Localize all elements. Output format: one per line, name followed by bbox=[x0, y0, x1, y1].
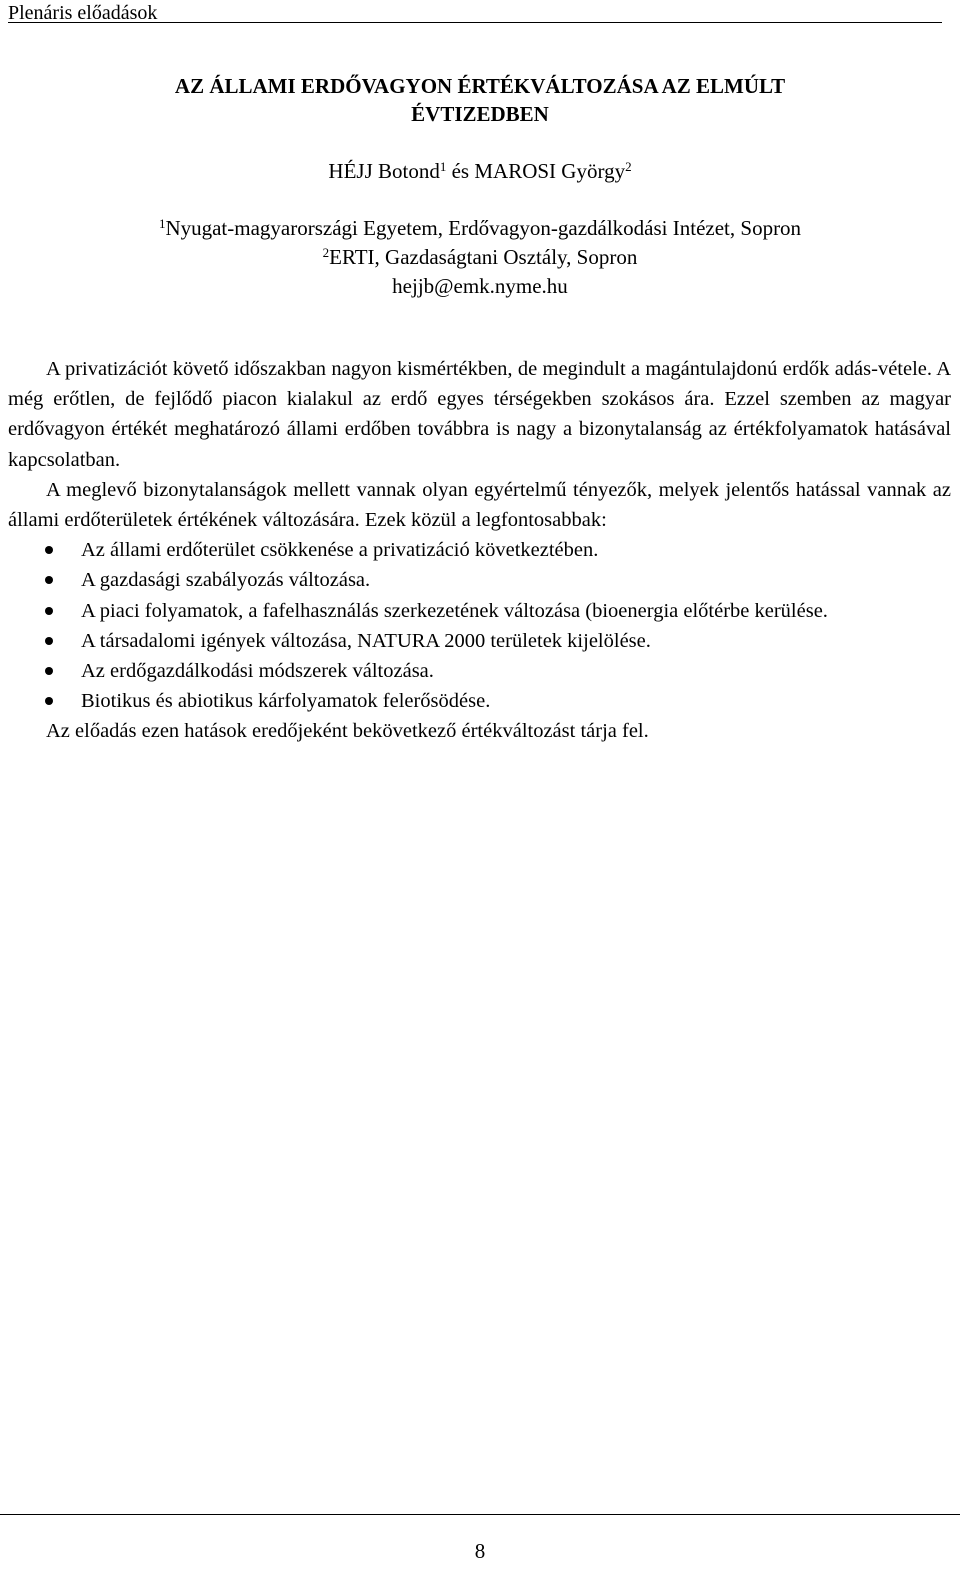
list-item-text: Biotikus és abiotikus kárfolyamatok felerősödése. bbox=[81, 690, 491, 713]
affiliation-2-mark: 2 bbox=[322, 245, 330, 260]
author-2: MAROSI György bbox=[474, 159, 626, 183]
list-item bbox=[8, 535, 951, 565]
author-1: HÉJJ Botond bbox=[328, 159, 440, 183]
page-number: 8 bbox=[474, 1539, 486, 1563]
abstract-body bbox=[8, 354, 951, 747]
running-header bbox=[8, 0, 942, 23]
paper-title-line-2: ÉVTIZEDBEN bbox=[411, 102, 549, 126]
abstract-paragraph-1: A privatizációt követő időszakban nagyon kismértékben, de megindult a magántulajdonú erdők adás-vétele. A még erőtlen, de fejlődő piacon kialakul az erdő egyes térségekben szokásos ára. Ezzel szemben az magyar erdővagyon értékét meghatározó állami erdőben továbbra is nagy a bizonytalanság az értékfolyamatok hatásával kapcsolatban. bbox=[8, 358, 951, 471]
list-item-text: A piaci folyamatok, a fafelhasználás szerkezetének változása (bioenergia előtérbe kerülése. bbox=[81, 599, 828, 622]
list-item-text: Az állami erdőterület csökkenése a privatizáció következtében. bbox=[81, 539, 599, 562]
section-label: Plenáris előadások bbox=[8, 2, 158, 24]
abstract-paragraph-2: A meglevő bizonytalanságok mellett vannak olyan egyértelmű tényezők, melyek jelentős hatással vannak az állami erdőterületek értékének változására. Ezek közül a legfontosabbak: bbox=[8, 478, 951, 532]
list-item bbox=[8, 596, 951, 626]
list-item-text: A gazdasági szabályozás változása. bbox=[81, 569, 371, 592]
author-2-affiliation-mark: 2 bbox=[625, 159, 632, 174]
bullet-icon bbox=[45, 667, 53, 675]
list-item-text: A társadalomi igények változása, NATURA 2000 területek kijelölése. bbox=[81, 629, 651, 652]
list-item bbox=[8, 565, 951, 595]
affiliation-1 bbox=[0, 214, 960, 243]
affiliation-2 bbox=[0, 243, 960, 272]
email-address: hejjb@emk.nyme.hu bbox=[392, 274, 568, 298]
affiliation-1-text: Nyugat-magyarországi Egyetem, Erdővagyon-gazdálkodási Intézet, Sopron bbox=[165, 216, 802, 240]
bullet-icon bbox=[45, 697, 53, 705]
list-item bbox=[8, 686, 951, 716]
factor-list bbox=[8, 535, 951, 716]
bullet-icon bbox=[45, 607, 53, 615]
authors bbox=[0, 157, 960, 186]
footer-divider bbox=[0, 1514, 960, 1515]
list-item bbox=[8, 626, 951, 656]
bullet-icon bbox=[45, 637, 53, 645]
affiliation-1-mark: 1 bbox=[158, 216, 166, 231]
paper-title-line-1: AZ ÁLLAMI ERDŐVAGYON ÉRTÉKVÁLTOZÁSA AZ ELMÚLT bbox=[174, 74, 786, 98]
affiliation-2-text: ERTI, Gazdaságtani Osztály, Sopron bbox=[329, 245, 638, 269]
list-item bbox=[8, 656, 951, 686]
bullet-icon bbox=[45, 546, 53, 554]
author-1-affiliation-mark: 1 bbox=[439, 159, 447, 174]
abstract-conclusion: Az előadás ezen hatások eredőjeként bekövetkező értékváltozást tárja fel. bbox=[46, 720, 649, 743]
list-item-text: Az erdőgazdálkodási módszerek változása. bbox=[81, 660, 434, 683]
author-connector: és bbox=[446, 159, 475, 183]
bullet-icon bbox=[45, 576, 53, 584]
